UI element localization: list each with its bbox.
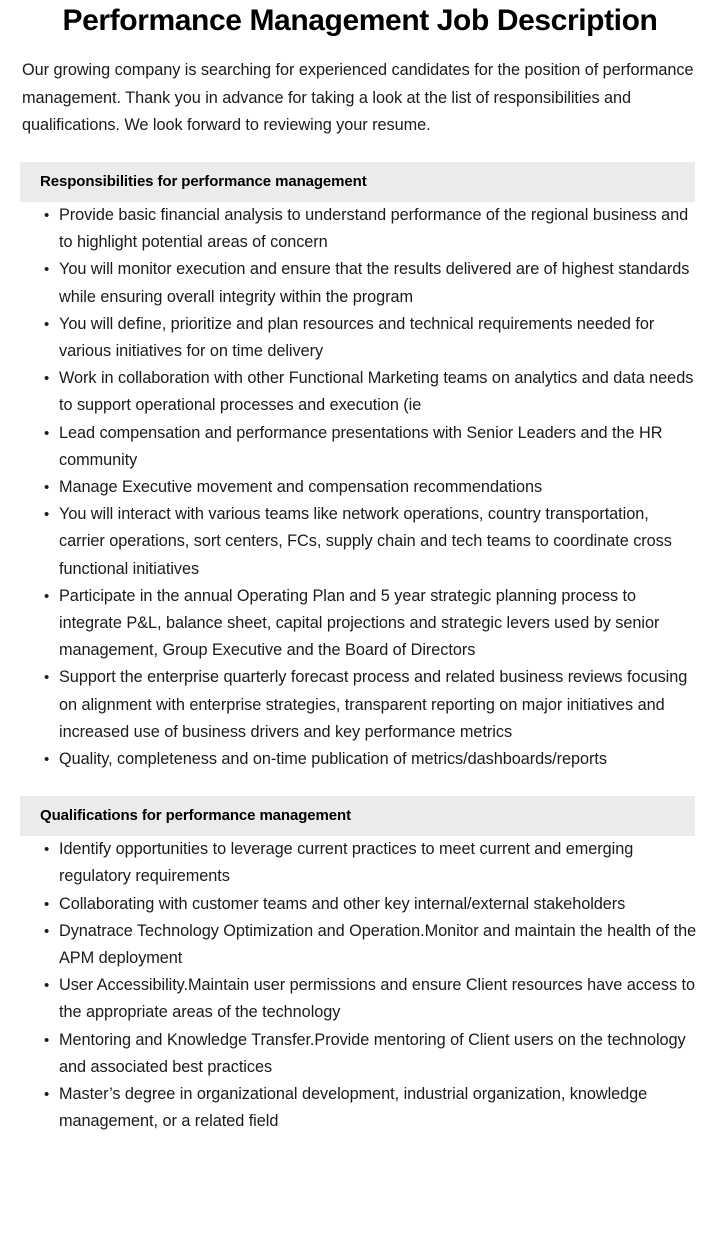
section-heading-text: Responsibilities for performance management	[40, 173, 367, 190]
list-item: • Lead compensation and performance presentations with Senior Leaders and the HR community	[0, 420, 720, 474]
list-item: • Provide basic financial analysis to understand performance of the regional business and to highlight potential areas of concern	[0, 202, 720, 256]
list-item: • Support the enterprise quarterly forecast process and related business reviews focusing on alignment with enterprise strategies, transparent reporting on major initiatives and increased use of business drivers and key performance metrics	[0, 664, 720, 746]
list-item: • Mentoring and Knowledge Transfer.Provide mentoring of Client users on the technology and associated best practices	[0, 1027, 720, 1081]
section-header-responsibilities	[20, 162, 695, 202]
list-item: • Master’s degree in organizational development, industrial organization, knowledge management, or a related field	[0, 1081, 720, 1135]
section-heading-text: Qualifications for performance management	[40, 807, 351, 825]
qualifications-list	[0, 836, 720, 1135]
list-item: • You will monitor execution and ensure that the results delivered are of highest standards while ensuring overall integrity within the program	[0, 256, 720, 310]
list-item: • Work in collaboration with other Functional Marketing teams on analytics and data needs to support operational processes and execution (ie	[0, 365, 720, 419]
list-item: • Dynatrace Technology Optimization and Operation.Monitor and maintain the health of the APM deployment	[0, 918, 720, 972]
job-description-page	[0, 2, 720, 1136]
list-item: • Collaborating with customer teams and other key internal/external stakeholders	[0, 891, 720, 918]
responsibilities-list	[0, 202, 720, 773]
page-title: Performance Management Job Description	[62, 4, 658, 37]
section-qualifications	[0, 796, 720, 1135]
list-item: • Participate in the annual Operating Plan and 5 year strategic planning process to integrate P&L, balance sheet, capital projections and strategic levers used by senior management, Group Executive and the Board of Directors	[0, 583, 720, 665]
section-header-qualifications	[20, 796, 695, 836]
list-item: • You will interact with various teams like network operations, country transportation, carrier operations, sort centers, FCs, supply chain and tech teams to coordinate cross functional initiatives	[0, 501, 720, 583]
list-item: • Identify opportunities to leverage current practices to meet current and emerging regulatory requirements	[0, 836, 720, 890]
list-item: • Manage Executive movement and compensation recommendations	[0, 474, 720, 501]
list-item: • You will define, prioritize and plan resources and technical requirements needed for various initiatives for on time delivery	[0, 311, 720, 365]
list-item: • Quality, completeness and on-time publication of metrics/dashboards/reports	[0, 746, 720, 773]
list-item: • User Accessibility.Maintain user permissions and ensure Client resources have access to the appropriate areas of the technology	[0, 972, 720, 1026]
intro-paragraph: Our growing company is searching for experienced candidates for the position of performance management. Thank you in advance for taking a look at the list of responsibilities and qualifications. We look forward to reviewing your resume.	[22, 61, 694, 134]
section-responsibilities	[0, 162, 720, 773]
